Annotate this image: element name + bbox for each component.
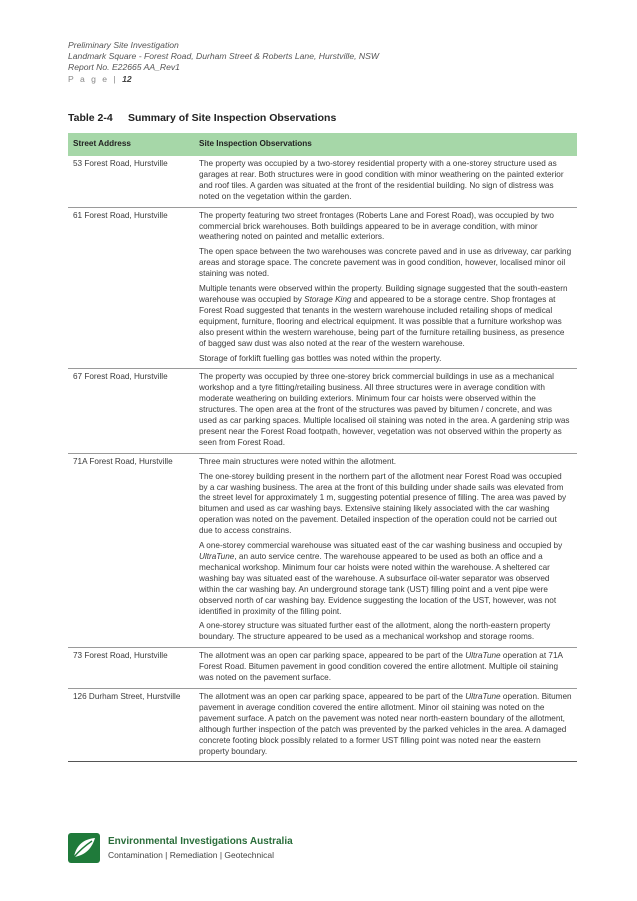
business-name: UltraTune (199, 552, 235, 561)
observations-cell (194, 648, 577, 689)
observation-paragraph: Storage of forklift fuelling gas bottles was noted within the property. (199, 353, 442, 363)
report-title: Preliminary Site Investigation (68, 40, 179, 50)
page-indicator (68, 74, 379, 85)
table-row (68, 369, 577, 453)
observation-paragraph: The open space between the two warehouses was concrete paved and in use as driveway, car parking areas and storage space. The concrete pavement was in good condition, however, localised minor oil staining was noted. (199, 247, 572, 279)
observation-paragraph: The property was occupied by a two-storey residential property with a one-storey structure used as garages at rear. Both structures were in good condition with minor weathering on the painted exterior and roof tiles. A garden was situated at the front of the residential building. No sign of distress was noted on the vegetation within the garden. (199, 159, 564, 201)
observation-paragraph: A one-storey structure was situated further east of the allotment, along the north-eastern property boundary. The structure appeared to be used as a mechanical workshop and storage rooms. (199, 621, 551, 642)
table-row (68, 453, 577, 648)
observation-paragraph: The property was occupied by three one-storey brick commercial buildings in use as a mechanical workshop and a tyre fitting/retailing business. All three structures were in average condition with moderate weathering on building exteriors. Minimum four car hoists were observed within the structures. The open area at the front of the structures was paved by bitumen / concrete, and was used as car parking spaces. Multiple localised oil staining was noted in the area. A gardening strip was present near the Forest Road footpath, however, vegetation was not observed within the property as seen from Forest Road. (199, 372, 570, 447)
observation-paragraph: The one-storey building present in the northern part of the allotment near Forest Road was occupied by a car washing business. The area at the front of this building under shade sails was elevated from the street level for approximately 1 m, suggesting potential presence of filling. The area was paved by bitumen and used as car washing bays. Extensive staining likely associated with the car washing operation was noted on the pavement. Detailed inspection of the operation could not be carried out due to access constrains. (199, 471, 567, 536)
observation-text: , an auto service centre. The warehouse appeared to be used as both an office and a mechanical workshop. Minimum four car hoists were noted within the warehouse. A sheltered car washing bay was situated east of the warehouse. A subsurface oil-water separator was observed within the car washing bay. An underground storage tank (UST) filling point and a vent pipe were observed north of car washing bay. Evidence suggesting the location of the UST, however, was not identified in proximity of the filling point. (199, 552, 557, 616)
page-header (68, 40, 379, 85)
table-title: Summary of Site Inspection Observations (128, 112, 337, 124)
page-label: P a g e | (68, 73, 118, 84)
table-number: Table 2-4 (68, 112, 113, 124)
leaf-logo-icon (68, 833, 100, 863)
observation-text: Multiple tenants were observed within the property. Building signage suggested that the south-eastern warehouse was occupied by (199, 284, 568, 304)
business-name: UltraTune (465, 691, 501, 701)
observations-cell (194, 369, 577, 453)
observation-text: and appeared to be a storage centre. Shop frontages at Forest Road suggested that tenants in the western warehouse included retailing shops of medical equipment, furniture, flooring and electrical equipment. It was possible that a furniture workshop was also present within the western warehouse, being part of the furniture retailing business, as presence of bagged saw dust was also noted at the rear of the western warehouse. (199, 294, 565, 348)
page-footer (68, 833, 577, 869)
observations-cell (194, 156, 577, 207)
project-name: Landmark Square - Forest Road, Durham Street & Roberts Lane, Hurstville, NSW (68, 51, 379, 62)
observation-paragraph (199, 692, 572, 757)
observations-cell (194, 688, 577, 761)
observation-paragraph: Three main structures were noted within the allotment. (199, 456, 397, 466)
observation-text: operation at 71A Forest Road. Bitumen pavement in good condition covered the entire allotment. Multiple oil staining was noted on the pavement surface. (199, 651, 563, 683)
table-row (68, 688, 577, 761)
table-row (68, 648, 577, 689)
observation-text: The allotment was an open car parking space, appeared to be part of the (199, 691, 466, 701)
observations-cell (194, 207, 577, 369)
report-number: Report No. E22665 AA_Rev1 (68, 62, 180, 73)
observation-paragraph (199, 541, 572, 617)
observation-paragraph: The property featuring two street frontages (Roberts Lane and Forest Road), was occupied by two commercial brick warehouses. Both buildings appeared to be in average condition, with minor weathering noted on painted and metallic exteriors. (199, 210, 554, 242)
table-header-row (68, 133, 577, 156)
street-address: 126 Durham Street, Hurstville (68, 688, 194, 761)
street-address: 71A Forest Road, Hurstville (68, 453, 194, 648)
street-address: 67 Forest Road, Hurstville (68, 369, 194, 453)
observation-text: The allotment was an open car parking space, appeared to be part of the (199, 651, 466, 661)
observation-text: operation. Bitumen pavement in average condition covered the entire allotment. Minor oil staining was noted on the pavement surface. A patch on the pavement was noted near north-eastern boundary of the allotment, although further inspection of the patch was prevented by the parked vehicles in the area. A damaged concrete footing block possibly related to a former UST filling point was noted near the eastern property boundary. (199, 691, 572, 756)
company-name: Environmental Investigations Australia (108, 836, 293, 847)
observation-paragraph (199, 284, 572, 349)
observation-text: A one-storey commercial warehouse was situated east of the car washing business and occupied by (199, 541, 563, 551)
business-name: Storage King (304, 294, 352, 304)
column-header-address: Street Address (68, 133, 194, 156)
column-header-observations: Site Inspection Observations (194, 133, 577, 156)
page-number: 12 (122, 73, 132, 84)
company-tagline: Contamination | Remediation | Geotechnical (108, 850, 275, 860)
street-address: 61 Forest Road, Hurstville (68, 207, 194, 369)
observations-table (68, 133, 577, 762)
table-caption (68, 112, 336, 124)
business-name: UltraTune (465, 651, 501, 661)
street-address: 73 Forest Road, Hurstville (68, 648, 194, 689)
table-row (68, 156, 577, 207)
observation-paragraph (199, 651, 572, 684)
table-row (68, 207, 577, 369)
street-address: 53 Forest Road, Hurstville (68, 156, 194, 207)
observations-cell (194, 453, 577, 648)
